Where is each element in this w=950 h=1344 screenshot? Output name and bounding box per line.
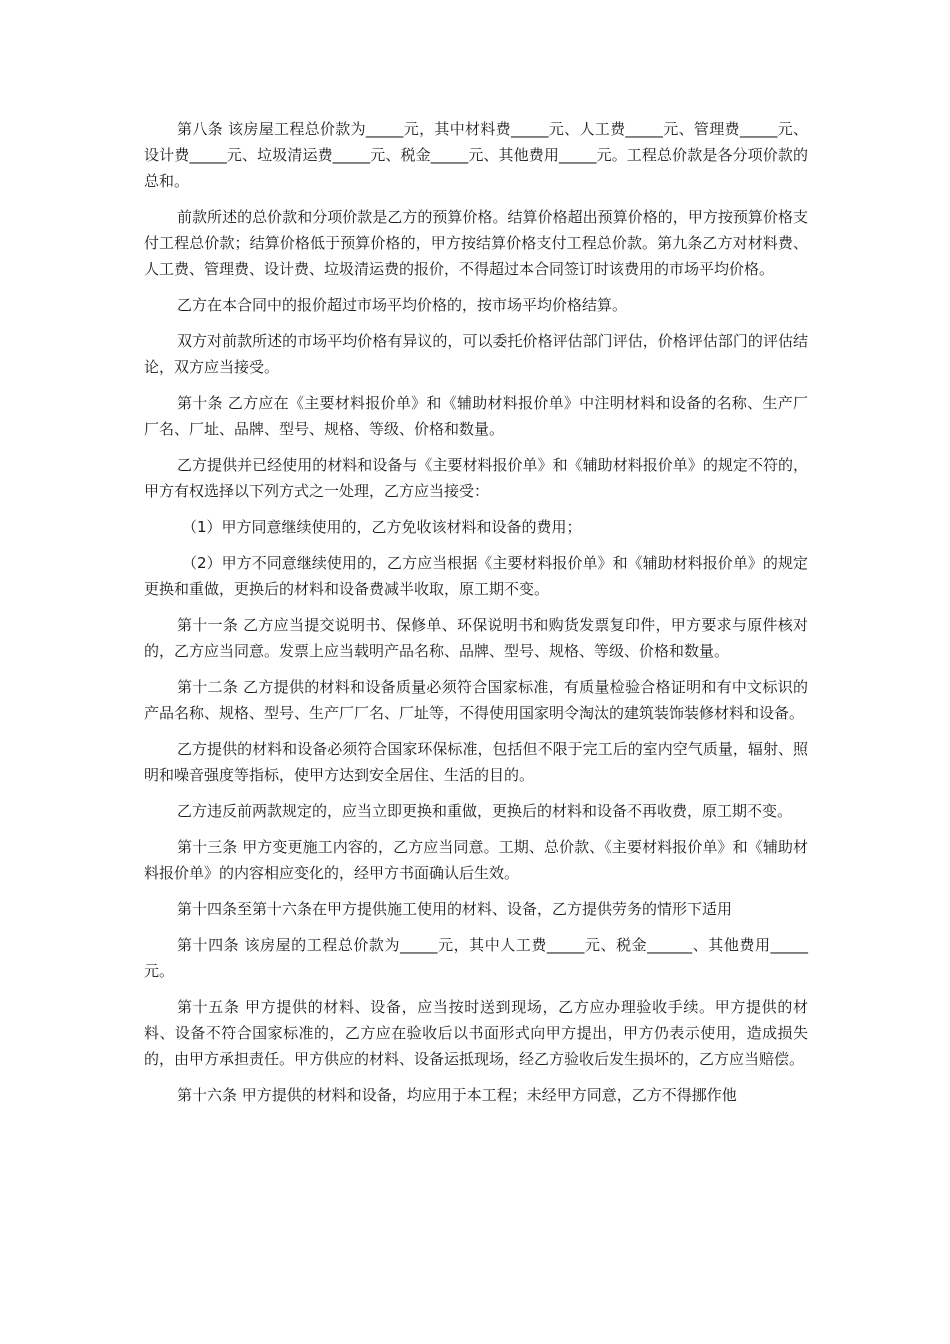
article-12-quality-standard: 第十二条 乙方提供的材料和设备质量必须符合国家标准，有质量检验合格证明和有中文标识的产品名称、规格、型号、生产厂厂名、厂址等，不得使用国家明令淘汰的建筑装饰装修材料和设备。 (144, 678, 808, 722)
environmental-standard-clause: 乙方提供的材料和设备必须符合国家环保标准，包括但不限于完工后的室内空气质量，辐射、照明和噪音强度等指标，使甲方达到安全居住、生活的目的。 (144, 740, 808, 784)
violation-replacement-clause: 乙方违反前两款规定的，应当立即更换和重做，更换后的材料和设备不再收费，原工期不变。 (177, 802, 793, 820)
material-nonconformity-clause: 乙方提供并已经使用的材料和设备与《主要材料报价单》和《辅助材料报价单》的规定不符的，甲方有权选择以下列方式之一处理，乙方应当接受： (144, 456, 808, 500)
option-1-continue-use: （1）甲方同意继续使用的，乙方免收该材料和设备的费用； (182, 518, 582, 536)
article-8-total-price: 第八条 该房屋工程总价款为_____元，其中材料费_____元、人工费_____元、管理费_____元、设计费_____元、垃圾清运费_____元、税金_____元、其他费用_____元。工程总价款是各分项价款的总和。 (144, 120, 808, 190)
budget-settlement-clause: 前款所述的总价款和分项价款是乙方的预算价格。结算价格超出预算价格的，甲方按预算价格支付工程总价款；结算价格低于预算价格的，甲方按结算价格支付工程总价款。第九条乙方对材料费、人工费、管理费、设计费、垃圾清运费的报价，不得超过本合同签订时该费用的市场平均价格。 (144, 208, 808, 278)
document-body (144, 116, 808, 1118)
article-14-total-price: 第十四条 该房屋的工程总价款为_____元，其中人工费_____元、税金______、其他费用_____元。 (144, 936, 808, 980)
article-16-material-usage: 第十六条 甲方提供的材料和设备，均应用于本工程；未经甲方同意，乙方不得挪作他 (177, 1086, 737, 1104)
market-price-settlement: 乙方在本合同中的报价超过市场平均价格的，按市场平均价格结算。 (177, 296, 628, 314)
article-13-scope-change: 第十三条 甲方变更施工内容的，乙方应当同意。工期、总价款、《主要材料报价单》和《辅助材料报价单》的内容相应变化的，经甲方书面确认后生效。 (144, 838, 808, 882)
article-15-owner-supplied-materials: 第十五条 甲方提供的材料、设备，应当按时送到现场，乙方应办理验收手续。甲方提供的材料、设备不符合国家标准的，乙方应在验收后以书面形式向甲方提出，甲方仍表示使用，造成损失的，由甲方承担责任。甲方供应的材料、设备运抵现场，经乙方验收后发生损坏的，乙方应当赔偿。 (144, 998, 808, 1068)
article-11-documents: 第十一条 乙方应当提交说明书、保修单、环保说明书和购货发票复印件，甲方要求与原件核对的，乙方应当同意。发票上应当载明产品名称、品牌、型号、规格、等级、价格和数量。 (144, 616, 808, 660)
option-2-replace: （2）甲方不同意继续使用的，乙方应当根据《主要材料报价单》和《辅助材料报价单》的规定更换和重做，更换后的材料和设备费减半收取，原工期不变。 (144, 554, 808, 598)
price-dispute-clause: 双方对前款所述的市场平均价格有异议的，可以委托价格评估部门评估，价格评估部门的评估结论，双方应当接受。 (144, 332, 808, 376)
article-10-material-list: 第十条 乙方应在《主要材料报价单》和《辅助材料报价单》中注明材料和设备的名称、生产厂厂名、厂址、品牌、型号、规格、等级、价格和数量。 (144, 394, 808, 438)
articles-14-16-applicability: 第十四条至第十六条在甲方提供施工使用的材料、设备，乙方提供劳务的情形下适用 (177, 900, 733, 918)
